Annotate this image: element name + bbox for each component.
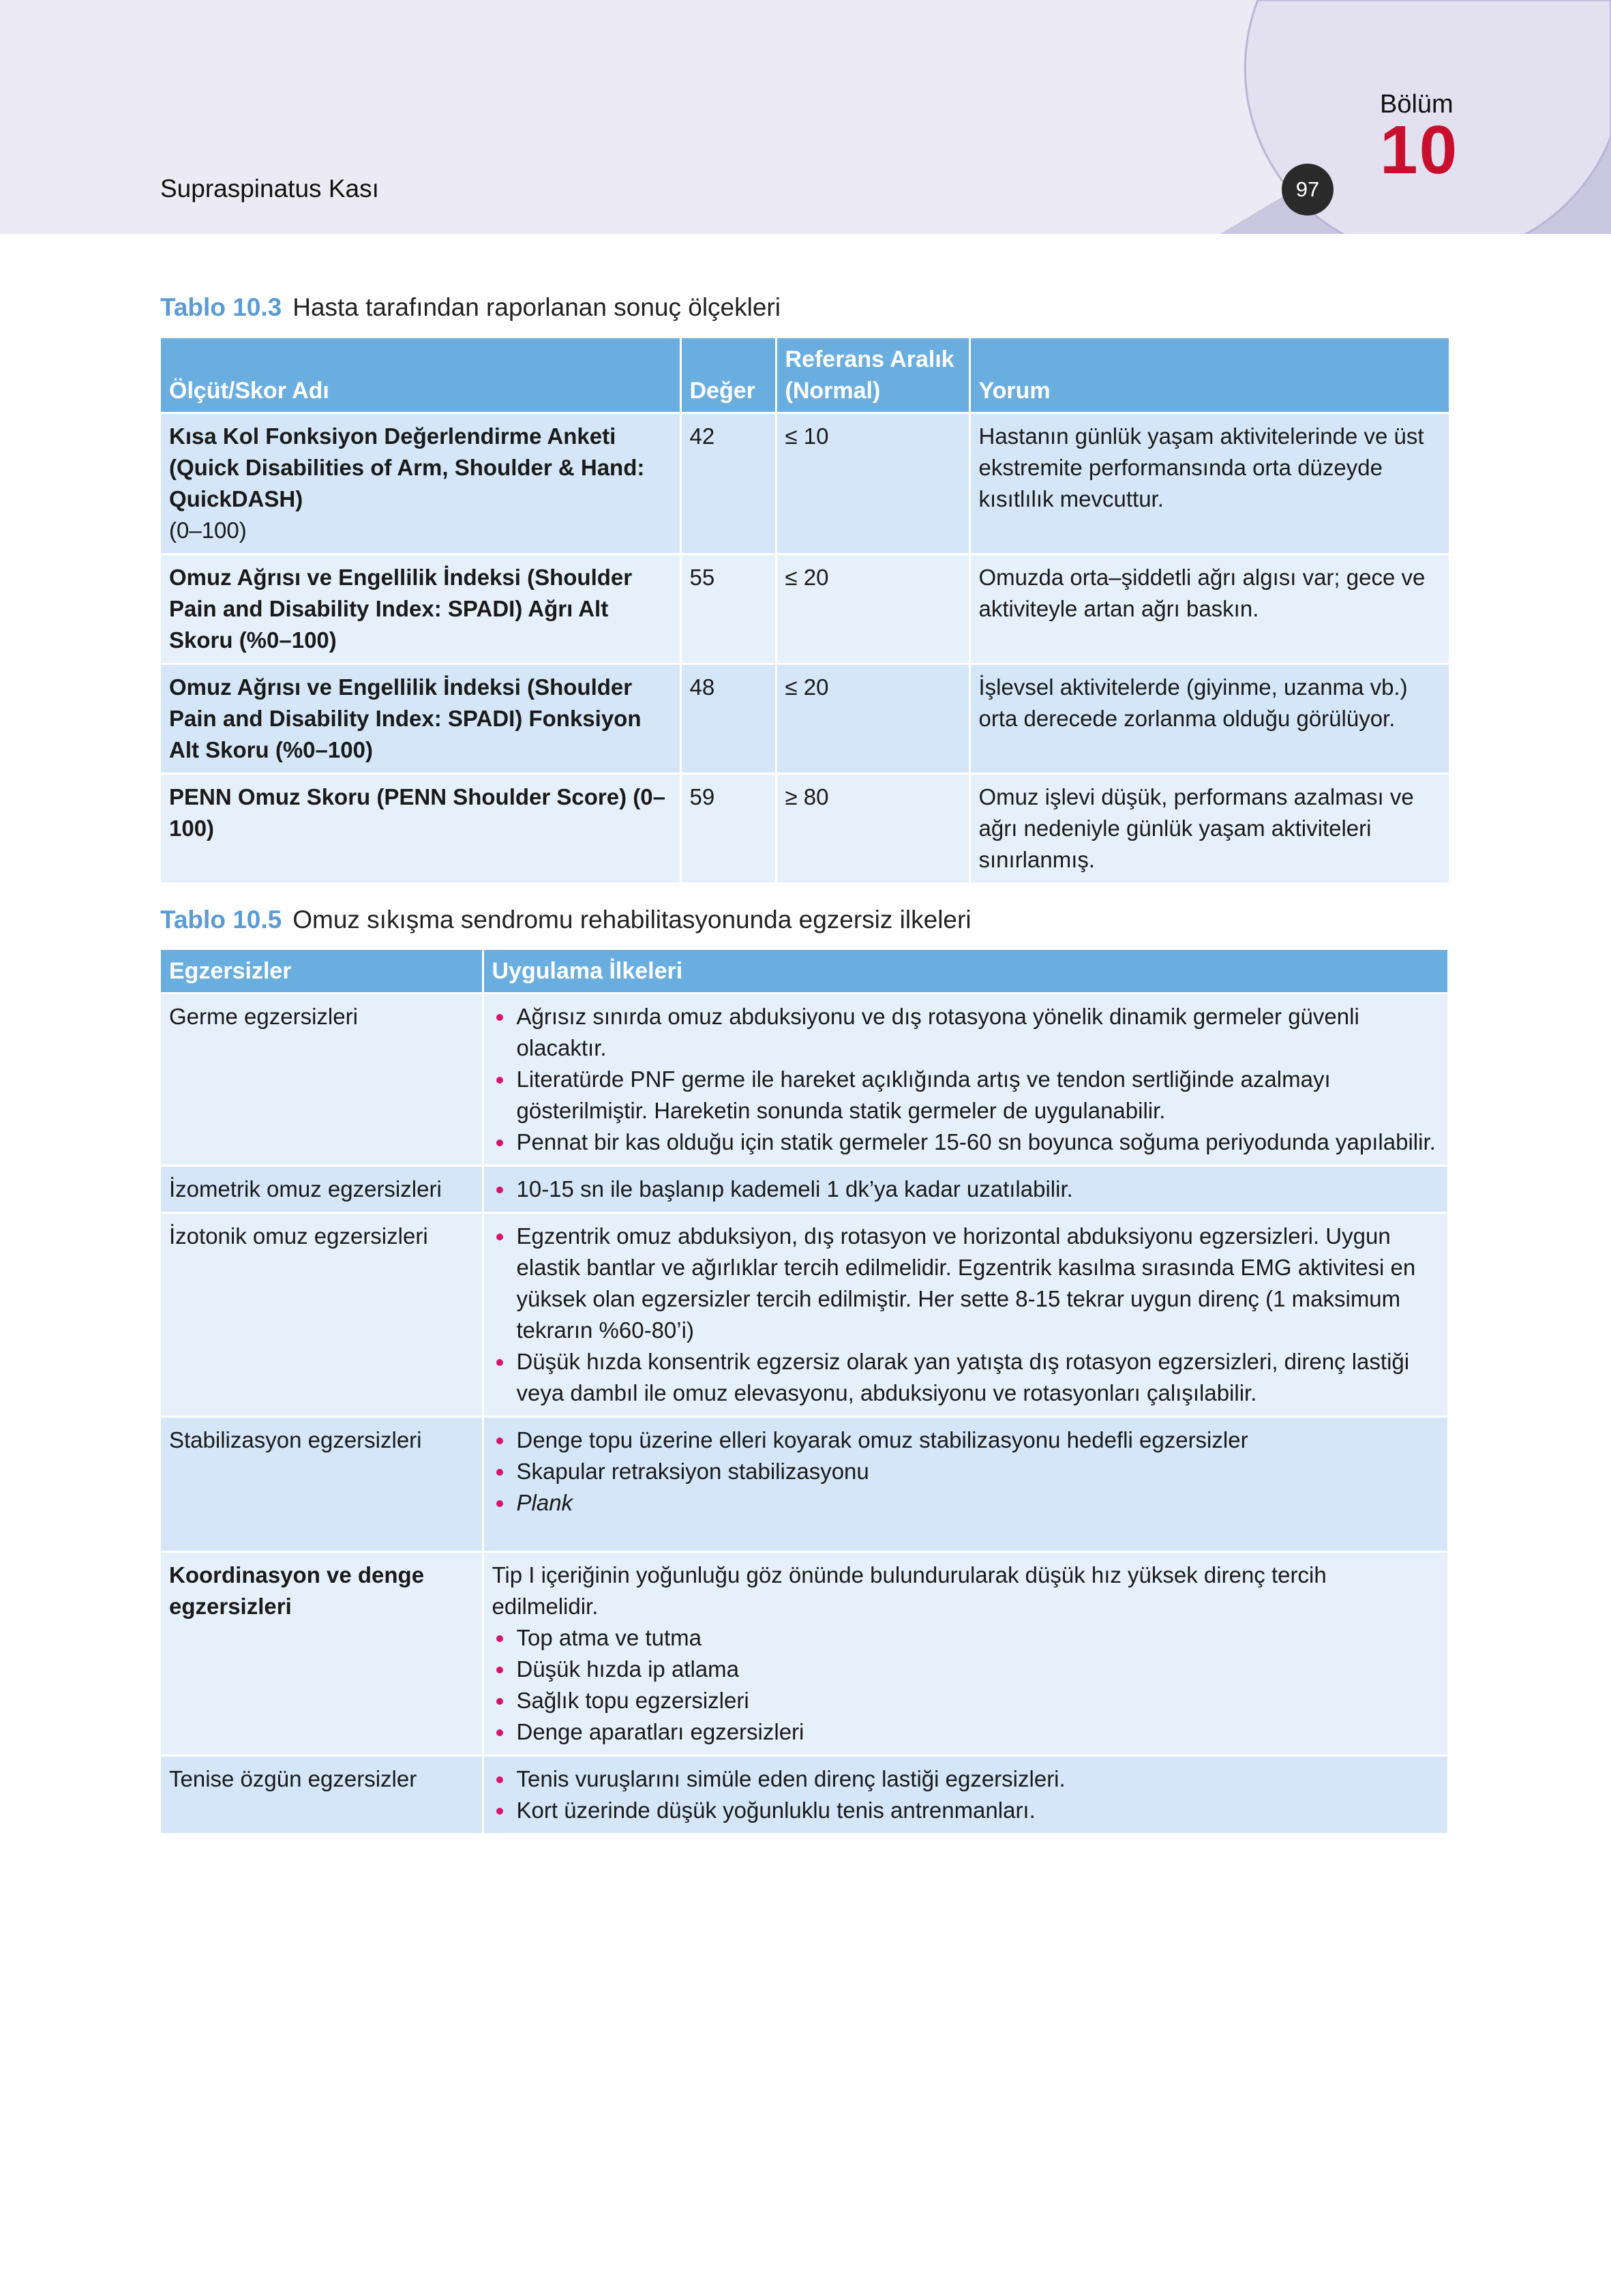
exercise-name: Germe egzersizleri	[161, 994, 483, 1166]
col-header-exercise: Egzersizler	[161, 950, 483, 994]
measure-name-cell	[161, 413, 680, 554]
measure-value: 55	[680, 554, 776, 664]
measure-comment: İşlevsel aktivitelerde (giyinme, uzanma vb.) orta derecede zorlanma olduğu görülüyor.	[969, 664, 1449, 774]
exercise-name: Stabilizasyon egzersizleri	[161, 1417, 483, 1552]
col-header-name: Ölçüt/Skor Adı	[161, 338, 680, 413]
table1-caption	[160, 293, 781, 322]
principles-list	[492, 1221, 1439, 1409]
measure-value: 59	[680, 774, 776, 883]
outcome-measures-table	[161, 338, 1451, 882]
exercise-principles-table	[161, 950, 1449, 1833]
list-item: 10-15 sn ile başlanıp kademeli 1 dk’ya kadar uzatılabilir.	[492, 1174, 1439, 1205]
list-item: Düşük hızda ip atlama	[492, 1654, 1439, 1685]
list-item: Sağlık topu egzersizleri	[492, 1685, 1439, 1716]
measure-name: Kısa Kol Fonksiyon Değerlendirme Anketi (Quick Disabilities of Arm, Shoulder & Hand: QuickDASH)	[169, 423, 645, 511]
exercise-name: İzometrik omuz egzersizleri	[161, 1166, 483, 1213]
chapter-number: 10	[1380, 112, 1459, 188]
principles-cell	[483, 1417, 1448, 1552]
principles-cell	[483, 1166, 1448, 1213]
table-header-row	[161, 950, 1448, 994]
table-row	[161, 1552, 1448, 1756]
table-row	[161, 554, 1449, 664]
list-item: Ağrısız sınırda omuz abduksiyonu ve dış rotasyona yönelik dinamik germeler güvenli olacaktır.	[492, 1001, 1439, 1064]
measure-name: Omuz Ağrısı ve Engellilik İndeksi (Shoulder Pain and Disability Index: SPADI) Ağrı Alt Skoru (%0–100)	[161, 554, 680, 664]
table1-title: Hasta tarafından raporlanan sonuç ölçekleri	[292, 293, 781, 321]
table2-title: Omuz sıkışma sendromu rehabilitasyonunda egzersiz ilkeleri	[292, 906, 972, 934]
table-header-row	[161, 338, 1449, 413]
principles-intro: Tip I içeriğinin yoğunluğu göz önünde bulundurularak düşük hız yüksek direnç tercih edilmelidir.	[492, 1562, 1327, 1619]
principles-list	[492, 1425, 1439, 1519]
col-header-value: Değer	[680, 338, 776, 413]
measure-name: Omuz Ağrısı ve Engellilik İndeksi (Shoulder Pain and Disability Index: SPADI) Fonksiyon Alt Skoru (%0–100)	[161, 664, 680, 774]
table2-number: Tablo 10.5	[160, 906, 282, 934]
list-item: Egzentrik omuz abduksiyon, dış rotasyon ve horizontal abduksiyonu egzersizleri. Uygun elastik bantlar ve ağırlıklar tercih edilmelidir. Egzentrik kasılma sırasında EMG aktivitesi en yüksek olan egzersizler tercih edilmiştir. Her sette 8-15 tekrar uygun direnç (1 maksimum tekrarın %60-80’i)	[492, 1221, 1439, 1346]
col-header-reference-line2: (Normal)	[785, 378, 881, 404]
list-item: Kort üzerinde düşük yoğunluklu tenis antrenmanları.	[492, 1795, 1439, 1826]
principles-cell	[483, 1213, 1448, 1417]
table2-caption	[160, 906, 972, 934]
list-item: Pennat bir kas olduğu için statik germeler 15-60 sn boyunca soğuma periyodunda yapılabilir.	[492, 1127, 1439, 1158]
table1-number: Tablo 10.3	[160, 293, 282, 321]
table-row	[161, 994, 1448, 1166]
list-item: Literatürde PNF germe ile hareket açıklığında artış ve tendon sertliğinde azalmayı gösterilmiştir. Hareketin sonunda statik germeler de uygulanabilir.	[492, 1064, 1439, 1127]
col-header-reference-line1: Referans Aralık	[785, 346, 954, 372]
table-row	[161, 774, 1449, 883]
principles-list	[492, 1622, 1439, 1748]
list-item: Tenis vuruşlarını simüle eden direnç lastiği egzersizleri.	[492, 1763, 1439, 1795]
table-row	[161, 1166, 1448, 1213]
principles-list	[492, 1001, 1439, 1158]
measure-reference: ≤ 20	[776, 664, 969, 774]
principles-list	[492, 1763, 1439, 1826]
table-row	[161, 1756, 1448, 1834]
list-item: Plank	[492, 1487, 1439, 1519]
exercise-name: Tenise özgün egzersizler	[161, 1756, 483, 1834]
measure-value: 48	[680, 664, 776, 774]
page-number: 97	[1295, 177, 1320, 201]
col-header-comment: Yorum	[969, 338, 1449, 413]
list-item: Denge topu üzerine elleri koyarak omuz stabilizasyonu hedefli egzersizler	[492, 1425, 1439, 1456]
measure-reference: ≤ 20	[776, 554, 969, 664]
measure-comment: Omuz işlevi düşük, performans azalması ve ağrı nedeniyle günlük yaşam aktiviteleri sınırlanmış.	[969, 774, 1449, 883]
list-item: Skapular retraksiyon stabilizasyonu	[492, 1456, 1439, 1487]
measure-reference: ≥ 80	[776, 774, 969, 883]
measure-reference: ≤ 10	[776, 413, 969, 554]
list-item: Düşük hızda konsentrik egzersiz olarak yan yatışta dış rotasyon egzersizleri, direnç lastiği veya dambıl ile omuz elevasyonu, abduksiyonu ve rotasyonları çalışılabilir.	[492, 1346, 1439, 1409]
measure-comment: Hastanın günlük yaşam aktivitelerinde ve üst ekstremite performansında orta düzeyde kısıtlılık mevcuttur.	[969, 413, 1449, 554]
list-item: Denge aparatları egzersizleri	[492, 1716, 1439, 1748]
principles-cell	[483, 1756, 1448, 1834]
page-number-badge	[1282, 164, 1334, 215]
measure-name: PENN Omuz Skoru (PENN Shoulder Score) (0–100)	[161, 774, 680, 883]
col-header-reference	[776, 338, 969, 413]
chapter-label: Bölüm	[1380, 90, 1454, 119]
principles-cell	[483, 1552, 1448, 1756]
measure-range: (0–100)	[169, 518, 247, 543]
measure-comment: Omuzda orta–şiddetli ağrı algısı var; gece ve aktiviteyle artan ağrı baskın.	[969, 554, 1449, 664]
table-row	[161, 1213, 1448, 1417]
measure-value: 42	[680, 413, 776, 554]
table-row	[161, 1417, 1448, 1552]
table-row	[161, 413, 1449, 554]
principles-cell	[483, 994, 1448, 1166]
table-row	[161, 664, 1449, 774]
principles-list	[492, 1174, 1439, 1205]
exercise-name: Koordinasyon ve denge egzersizleri	[161, 1552, 483, 1756]
running-title: Supraspinatus Kası	[160, 175, 379, 203]
col-header-principles: Uygulama İlkeleri	[483, 950, 1448, 994]
exercise-name: İzotonik omuz egzersizleri	[161, 1213, 483, 1417]
list-item: Top atma ve tutma	[492, 1622, 1439, 1654]
